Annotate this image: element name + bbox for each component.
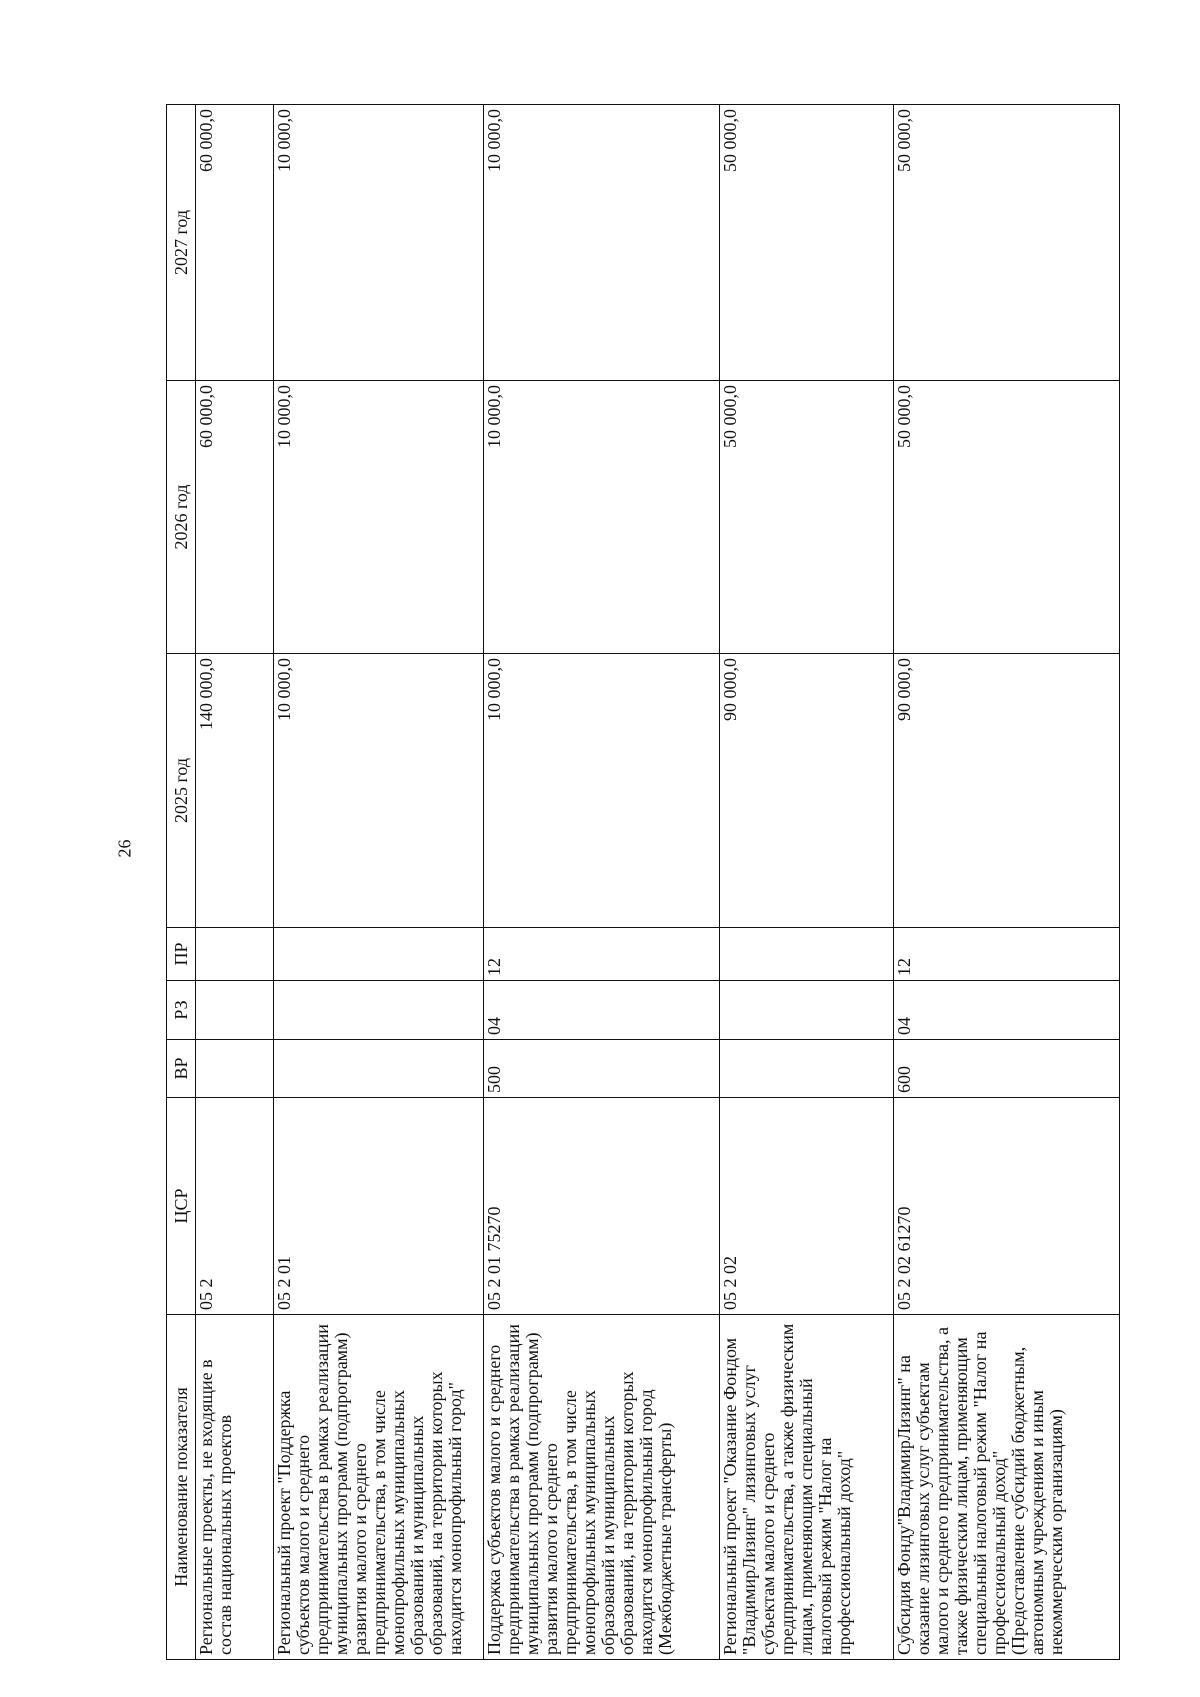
row-vr [274, 1040, 484, 1098]
row-2025: 90 000,0 [894, 654, 1120, 928]
row-rz [274, 981, 484, 1040]
row-pr: 12 [894, 928, 1120, 981]
row-2027: 10 000,0 [484, 105, 720, 381]
col-header-rz: РЗ [167, 981, 196, 1040]
table-header-row [167, 105, 196, 1660]
row-pr [720, 928, 894, 981]
row-2026: 50 000,0 [894, 381, 1120, 654]
row-name: Поддержка субъектов малого и среднего предпринимательства в рамках реализации муниципальных программ (подпрограмм) развития малого и среднего предпринимательства, в том числе монопрофильных муниципальных образований и муниципальных образований, на территории которых находится монопрофильный город (Межбюджетные трансферты) [484, 1315, 720, 1660]
row-csr: 05 2 02 [720, 1098, 894, 1315]
row-2025: 10 000,0 [274, 654, 484, 928]
row-vr [196, 1040, 274, 1098]
page-number: 26 [114, 839, 135, 858]
row-2026: 50 000,0 [720, 381, 894, 654]
table-row [274, 105, 484, 1660]
row-rz: 04 [484, 981, 720, 1040]
col-header-2027: 2027 год [167, 105, 196, 381]
row-name: Региональный проект "Поддержка субъектов малого и среднего предпринимательства в рамках реализации муниципальных программ (подпрограмм) развития малого и среднего предпринимательства, в том числе монопрофильных муниципальных образований и муниципальных образований, на территории которых находится монопрофильный город" [274, 1315, 484, 1660]
budget-table-container [166, 105, 1116, 1660]
row-2026: 10 000,0 [274, 381, 484, 654]
budget-table [166, 104, 1120, 1660]
row-2025: 10 000,0 [484, 654, 720, 928]
col-header-name: Наименование показателя [167, 1315, 196, 1660]
col-header-2026: 2026 год [167, 381, 196, 654]
row-csr: 05 2 01 75270 [484, 1098, 720, 1315]
row-name: Региональные проекты, не входящие в состав национальных проектов [196, 1315, 274, 1660]
row-vr [720, 1040, 894, 1098]
table-row [720, 105, 894, 1660]
row-2025: 140 000,0 [196, 654, 274, 928]
row-2026: 60 000,0 [196, 381, 274, 654]
row-vr: 600 [894, 1040, 1120, 1098]
row-rz: 04 [894, 981, 1120, 1040]
row-2027: 60 000,0 [196, 105, 274, 381]
col-header-csr: ЦСР [167, 1098, 196, 1315]
row-name: Субсидия Фонду"ВладимирЛизинг" на оказание лизинговых услуг субъектам малого и среднего предпринимательства, а также физическим лицам, применяющим специальный налоговый режим "Налог на профессиональный доход" (Предоставление субсидий бюджетным, автономным учреждениям и иным некоммерческим организациям) [894, 1315, 1120, 1660]
table-row [196, 105, 274, 1660]
col-header-pr: ПР [167, 928, 196, 981]
row-2026: 10 000,0 [484, 381, 720, 654]
row-rz [196, 981, 274, 1040]
row-vr: 500 [484, 1040, 720, 1098]
row-2027: 50 000,0 [720, 105, 894, 381]
row-2027: 10 000,0 [274, 105, 484, 381]
row-rz [720, 981, 894, 1040]
row-pr: 12 [484, 928, 720, 981]
row-csr: 05 2 [196, 1098, 274, 1315]
col-header-vr: ВР [167, 1040, 196, 1098]
row-2025: 90 000,0 [720, 654, 894, 928]
row-name: Региональный проект "Оказание Фондом "ВладимирЛизинг" лизинговых услуг субъектам малого и среднего предпринимательства, а также физическим лицам, применяющим специальный налоговый режим "Налог на профессиональный доход" [720, 1315, 894, 1660]
row-csr: 05 2 01 [274, 1098, 484, 1315]
col-header-2025: 2025 год [167, 654, 196, 928]
row-pr [274, 928, 484, 981]
row-2027: 50 000,0 [894, 105, 1120, 381]
row-pr [196, 928, 274, 981]
row-csr: 05 2 02 61270 [894, 1098, 1120, 1315]
table-row [484, 105, 720, 1660]
table-row [894, 105, 1120, 1660]
